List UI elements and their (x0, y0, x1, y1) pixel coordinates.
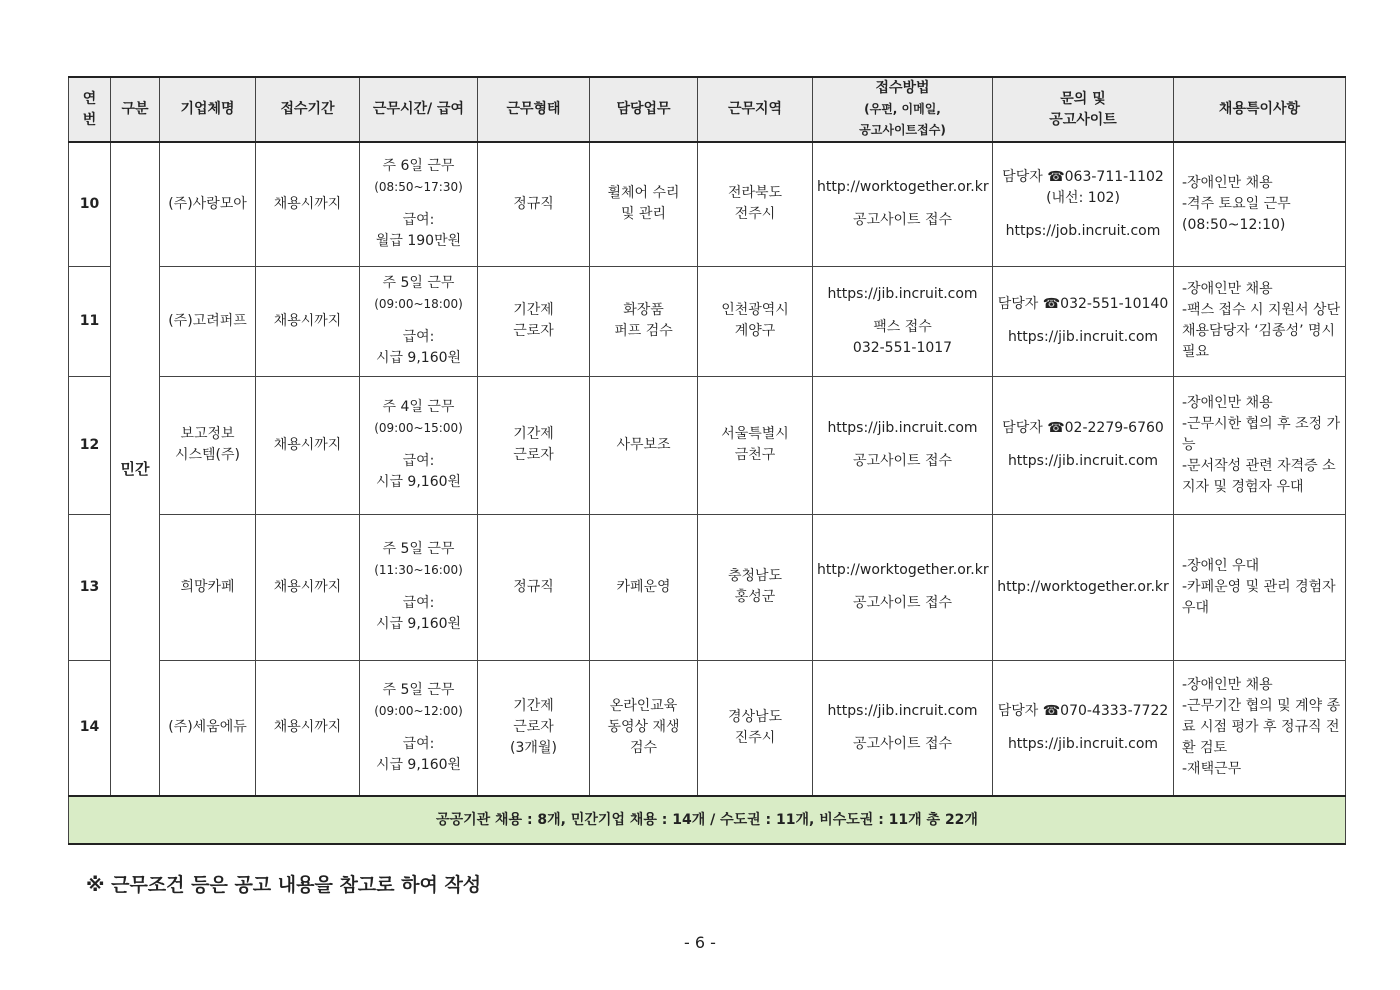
column-header (111, 77, 160, 142)
employment-type-line: 근로자 (513, 323, 554, 339)
hiring-notes (1174, 376, 1346, 514)
job-duty-line: 동영상 재생 (607, 719, 680, 736)
work-hours-pay-line: 급여: (402, 595, 435, 611)
employment-type-line: 기간제 (513, 302, 554, 318)
work-region-line: 전주시 (734, 206, 776, 223)
spacer (817, 581, 988, 593)
employment-type-line: 기간제 (513, 426, 554, 442)
column-header-line: 공고사이트접수) (859, 123, 946, 137)
employment-type (478, 266, 590, 376)
row-number: 13 (69, 514, 111, 660)
job-duty (590, 142, 698, 266)
table-body (69, 142, 1346, 796)
hiring-notes-line: -장애인만 채용 (1182, 394, 1273, 411)
column-header (1174, 77, 1346, 142)
work-region (698, 514, 813, 660)
spacer (817, 305, 988, 317)
row-number: 10 (69, 142, 111, 266)
hiring-notes-line: -장애인만 채용 (1182, 174, 1273, 191)
application-method-line: 공고사이트 접수 (852, 735, 953, 752)
application-method (813, 266, 993, 376)
column-header-line: 채용특이사항 (1218, 101, 1301, 117)
hiring-notes (1174, 142, 1346, 266)
work-hours-pay-line: 주 5일 근무 (382, 275, 455, 291)
company-name-line: (주)세움에듀 (168, 719, 247, 736)
work-region-line: 서울특별시 (721, 426, 789, 442)
spacer (817, 198, 988, 210)
application-method-line: https://jib.incruit.com (827, 420, 978, 436)
column-header-line: 연 (82, 90, 97, 107)
work-hours-pay-line: 급여: (402, 329, 435, 345)
work-hours-pay (360, 142, 478, 266)
work-hours-pay (360, 514, 478, 660)
work-region (698, 376, 813, 514)
company-name (160, 142, 256, 266)
column-header-line: 담당업무 (616, 101, 671, 117)
column-header (698, 77, 813, 142)
job-duty-line: 검수 (629, 740, 658, 757)
column-header-line: 기업체명 (180, 101, 235, 117)
contact-info (993, 376, 1174, 514)
work-region-line: 충청남도 (727, 568, 783, 584)
hiring-notes-line: -근무기간 협의 및 계약 종료 시점 평가 후 정규직 전환 검토 (1182, 698, 1341, 757)
work-hours-pay-line: (09:00~18:00) (374, 297, 463, 311)
column-header-line: 문의 및 (1060, 90, 1106, 107)
row-number: 12 (69, 376, 111, 514)
work-hours-pay-line: 급여: (402, 735, 435, 752)
contact-info (993, 660, 1174, 796)
application-method (813, 514, 993, 660)
contact-info-line: 담당자 ☎070-4333-7722 (997, 702, 1169, 719)
work-hours-pay (360, 266, 478, 376)
spacer (364, 198, 473, 210)
work-hours-pay (360, 376, 478, 514)
contact-info-line: 담당자 ☎02-2279-6760 (1002, 420, 1164, 436)
company-name (160, 376, 256, 514)
job-duty (590, 660, 698, 796)
application-method (813, 660, 993, 796)
spacer (997, 439, 1169, 451)
table-header (69, 77, 1346, 142)
hiring-notes-line: -문서작성 관련 자격증 소지자 및 경험자 우대 (1182, 457, 1336, 495)
contact-info-line: 담당자 ☎063-711-1102 (1002, 168, 1164, 185)
job-duty-line: 카페운영 (616, 578, 671, 595)
contact-info-line: https://jib.incruit.com (1007, 453, 1159, 469)
spacer (364, 439, 473, 451)
column-header-line: 공고사이트 (1049, 111, 1117, 128)
table-row (69, 376, 1346, 514)
column-header-line: (우편, 이메일, (864, 102, 941, 116)
column-header (160, 77, 256, 142)
job-duty-line: 휠체어 수리 (607, 185, 680, 202)
employment-type (478, 376, 590, 514)
job-posting-table (68, 76, 1346, 845)
work-region (698, 142, 813, 266)
job-duty (590, 514, 698, 660)
application-method-line: 팩스 접수 (873, 318, 932, 335)
table-row (69, 142, 1346, 266)
work-region-line: 인천광역시 (721, 302, 789, 318)
column-header-line: 근무형태 (506, 101, 561, 117)
work-hours-pay-line: (09:00~15:00) (374, 421, 463, 435)
company-name-line: (주)고려퍼프 (168, 312, 247, 329)
application-method-line: 032-551-1017 (852, 339, 953, 356)
column-header (360, 77, 478, 142)
contact-info-line: (내선: 102) (1046, 189, 1120, 206)
contact-info (993, 514, 1174, 660)
column-header (590, 77, 698, 142)
company-name-line: 보고정보 (180, 426, 235, 442)
application-period: 채용시까지 (256, 514, 360, 660)
hiring-notes-line: -재택근무 (1182, 761, 1242, 778)
spacer (817, 722, 988, 734)
work-region-line: 진주시 (734, 729, 776, 746)
company-name (160, 514, 256, 660)
hiring-notes (1174, 266, 1346, 376)
spacer (997, 722, 1169, 734)
contact-info (993, 142, 1174, 266)
application-method (813, 142, 993, 266)
page-number: - 6 - (684, 933, 716, 952)
work-hours-pay-line: 급여: (402, 453, 435, 469)
work-region-line: 계양구 (734, 323, 776, 339)
spacer (364, 315, 473, 327)
hiring-notes-line: -격주 토요일 근무 (1182, 195, 1291, 212)
job-duty-line: 퍼프 검수 (614, 323, 673, 339)
contact-info-line: https://job.incruit.com (1005, 222, 1161, 239)
table-row (69, 660, 1346, 796)
employment-type (478, 660, 590, 796)
application-method-line: https://jib.incruit.com (827, 285, 978, 302)
column-header (256, 77, 360, 142)
footnote: ※ 근무조건 등은 공고 내용을 참고로 하여 작성 (86, 874, 482, 896)
work-hours-pay-line: (11:30~16:00) (374, 563, 463, 577)
work-hours-pay-line: 월급 190만원 (375, 233, 462, 250)
work-hours-pay-line: 주 5일 근무 (382, 541, 455, 557)
table-row (69, 514, 1346, 660)
company-name-line: 희망카페 (180, 578, 235, 595)
employment-type-line: 정규직 (513, 195, 554, 212)
application-method-line: https://jib.incruit.com (827, 702, 978, 719)
column-header (478, 77, 590, 142)
column-header-line: 구분 (121, 101, 149, 117)
application-method-line: http://worktogether.or.kr (817, 179, 989, 196)
application-period: 채용시까지 (256, 266, 360, 376)
work-region (698, 266, 813, 376)
work-hours-pay-line: 시급 9,160원 (375, 474, 462, 490)
table-row (69, 266, 1346, 376)
employment-type (478, 514, 590, 660)
work-hours-pay-line: 주 5일 근무 (382, 681, 455, 698)
hiring-notes (1174, 660, 1346, 796)
column-header-line: 번 (82, 111, 97, 128)
job-duty-line: 화장품 (623, 302, 664, 318)
application-method (813, 376, 993, 514)
header-row (69, 77, 1346, 142)
application-period: 채용시까지 (256, 142, 360, 266)
work-hours-pay-line: 주 6일 근무 (382, 158, 455, 175)
employment-type (478, 142, 590, 266)
sector-cell: 민간 (111, 142, 160, 796)
column-header (813, 77, 993, 142)
company-name-line: (주)사랑모아 (168, 195, 247, 212)
work-region-line: 전라북도 (727, 185, 783, 202)
spacer (817, 439, 988, 451)
row-number: 14 (69, 660, 111, 796)
work-hours-pay-line: (09:00~12:00) (374, 703, 463, 718)
column-header-line: 접수기간 (280, 101, 335, 117)
application-period: 채용시까지 (256, 376, 360, 514)
contact-info-line: https://jib.incruit.com (1007, 735, 1159, 752)
employment-type-line: 근로자 (513, 447, 554, 463)
contact-info-line: http://worktogether.or.kr (997, 578, 1169, 595)
application-method-line: 공고사이트 접수 (852, 212, 953, 229)
hiring-notes-line: -카페운영 및 관리 경험자 우대 (1182, 578, 1336, 616)
job-duty-line: 사무보조 (616, 436, 671, 453)
hiring-notes-line: (08:50~12:10) (1182, 216, 1286, 233)
work-hours-pay-line: 시급 9,160원 (375, 756, 462, 773)
contact-info-line: https://jib.incruit.com (1007, 329, 1159, 345)
column-header (993, 77, 1174, 142)
application-period: 채용시까지 (256, 660, 360, 796)
company-name-line: 시스템(주) (174, 447, 241, 463)
contact-info-line: 담당자 ☎032-551-10140 (997, 296, 1169, 312)
work-hours-pay-line: 급여: (402, 212, 435, 229)
work-region (698, 660, 813, 796)
column-header (69, 77, 111, 142)
hiring-notes-line: -장애인만 채용 (1182, 281, 1273, 297)
work-hours-pay-line: 시급 9,160원 (375, 616, 462, 632)
work-region-line: 금천구 (734, 447, 776, 463)
spacer (364, 722, 473, 734)
company-name (160, 660, 256, 796)
hiring-notes-line: -근무시한 협의 후 조정 가능 (1182, 415, 1341, 453)
work-hours-pay-line: 주 4일 근무 (382, 399, 455, 415)
employment-type-line: (3개월) (510, 740, 557, 757)
job-duty-line: 및 관리 (620, 206, 667, 223)
column-header-line: 근무시간/ 급여 (372, 101, 465, 117)
spacer (997, 209, 1169, 221)
hiring-notes-line: -팩스 접수 시 지원서 상단 채용담당자 ‘김종성’ 명시 필요 (1182, 302, 1341, 360)
hiring-notes-line: -장애인 우대 (1182, 557, 1260, 574)
work-region-line: 홍성군 (734, 589, 776, 605)
job-duty-line: 온라인교육 (609, 698, 678, 715)
application-method-line: 공고사이트 접수 (852, 453, 953, 469)
company-name (160, 266, 256, 376)
spacer (997, 315, 1169, 327)
column-header-line: 접수방법 (875, 80, 930, 96)
employment-type-line: 정규직 (513, 578, 554, 595)
row-number: 11 (69, 266, 111, 376)
employment-type-line: 기간제 (513, 698, 554, 715)
work-region-line: 경상남도 (727, 708, 783, 725)
application-method-line: 공고사이트 접수 (852, 595, 953, 611)
work-hours-pay-line: 시급 9,160원 (375, 350, 462, 366)
column-header-line: 근무지역 (727, 101, 783, 117)
application-method-line: http://worktogether.or.kr (817, 562, 989, 578)
contact-info (993, 266, 1174, 376)
hiring-notes (1174, 514, 1346, 660)
work-hours-pay-line: (08:50~17:30) (374, 180, 463, 195)
job-duty (590, 376, 698, 514)
summary-text: 공공기관 채용 : 8개, 민간기업 채용 : 14개 / 수도권 : 11개, 비수도권 : 11개 총 22개 (69, 796, 1346, 844)
spacer (364, 581, 473, 593)
summary-row (69, 796, 1346, 844)
job-duty (590, 266, 698, 376)
employment-type-line: 근로자 (513, 719, 554, 736)
hiring-notes-line: -장애인만 채용 (1182, 677, 1273, 694)
work-hours-pay (360, 660, 478, 796)
